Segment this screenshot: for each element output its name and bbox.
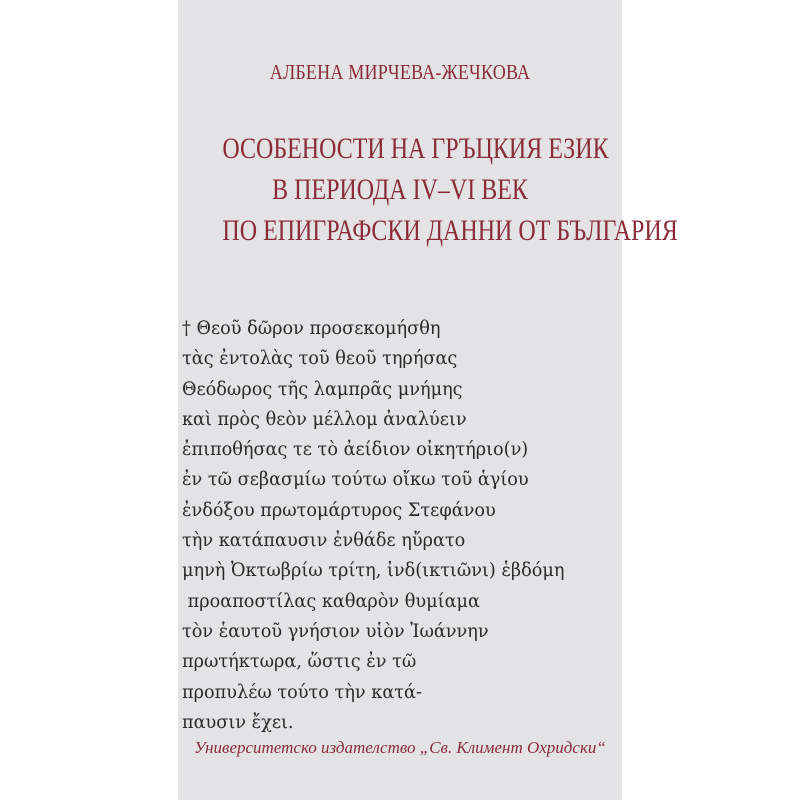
title-line: ПО ЕПИГРАФСКИ ДАННИ ОТ БЪЛГАРИЯ — [222, 214, 678, 247]
inscription-line: † Θεοῦ δῶρον προσεκομήσθη — [182, 317, 441, 339]
inscription-line: πρωτήκτωρα, ὥστις ἐν τῶ — [182, 650, 417, 673]
inscription-line: προπυλέω τούτο τὴν κατά- — [182, 680, 422, 703]
book-cover — [178, 0, 678, 800]
inscription-line: τὸν ἑαυτοῦ γνήσιον υἱὸν Ἰωάννην — [182, 619, 489, 642]
title-line: ОСОБЕНОСТИ НА ГРЪЦКИЯ ЕЗИК — [222, 132, 609, 165]
inscription-line: ἐνδόξου πρωτομάρτυρος Στεφάνου — [182, 498, 496, 521]
inscription-line: τὴν κατάπαυσιν ἐνθάδε ηὔρατο — [182, 529, 466, 552]
inscription-line: τὰς ἐντολὰς τοῦ θεοῦ τηρήσας — [182, 347, 458, 370]
inscription-line: καὶ πρὸς θεὸν μέλλομ ἀναλύειν — [182, 407, 467, 430]
book-title — [222, 128, 678, 251]
greek-inscription — [182, 313, 587, 737]
publisher-name: Университетско издателство „Св. Климент Охридски“ — [194, 738, 606, 757]
inscription-line: προαποστίλας καθαρὸν θυμίαμα — [182, 589, 480, 612]
author-name: АЛБЕНА МИРЧЕВА-ЖЕЧКОВА — [269, 60, 531, 84]
inscription-line: Θεόδωρος τῆς λαμπρᾶς μνήμης — [182, 377, 463, 400]
inscription-line: ἐπιποθήσας τε τὸ ἀείδιον οἰκητήριο(ν) — [182, 438, 529, 461]
inscription-line: μηνὴ Ὀκτωβρίω τρίτη, ἰνδ(ικτιῶνι) ἑβδόμη — [182, 559, 565, 582]
inscription-line: παυσιν ἔχει. — [182, 710, 294, 733]
inscription-line: ἐν τῶ σεβασμίω τούτω οἴκω τοῦ ἁγίου — [182, 468, 529, 491]
title-line: В ПЕРИОДА IV–VI ВЕК — [272, 173, 528, 206]
